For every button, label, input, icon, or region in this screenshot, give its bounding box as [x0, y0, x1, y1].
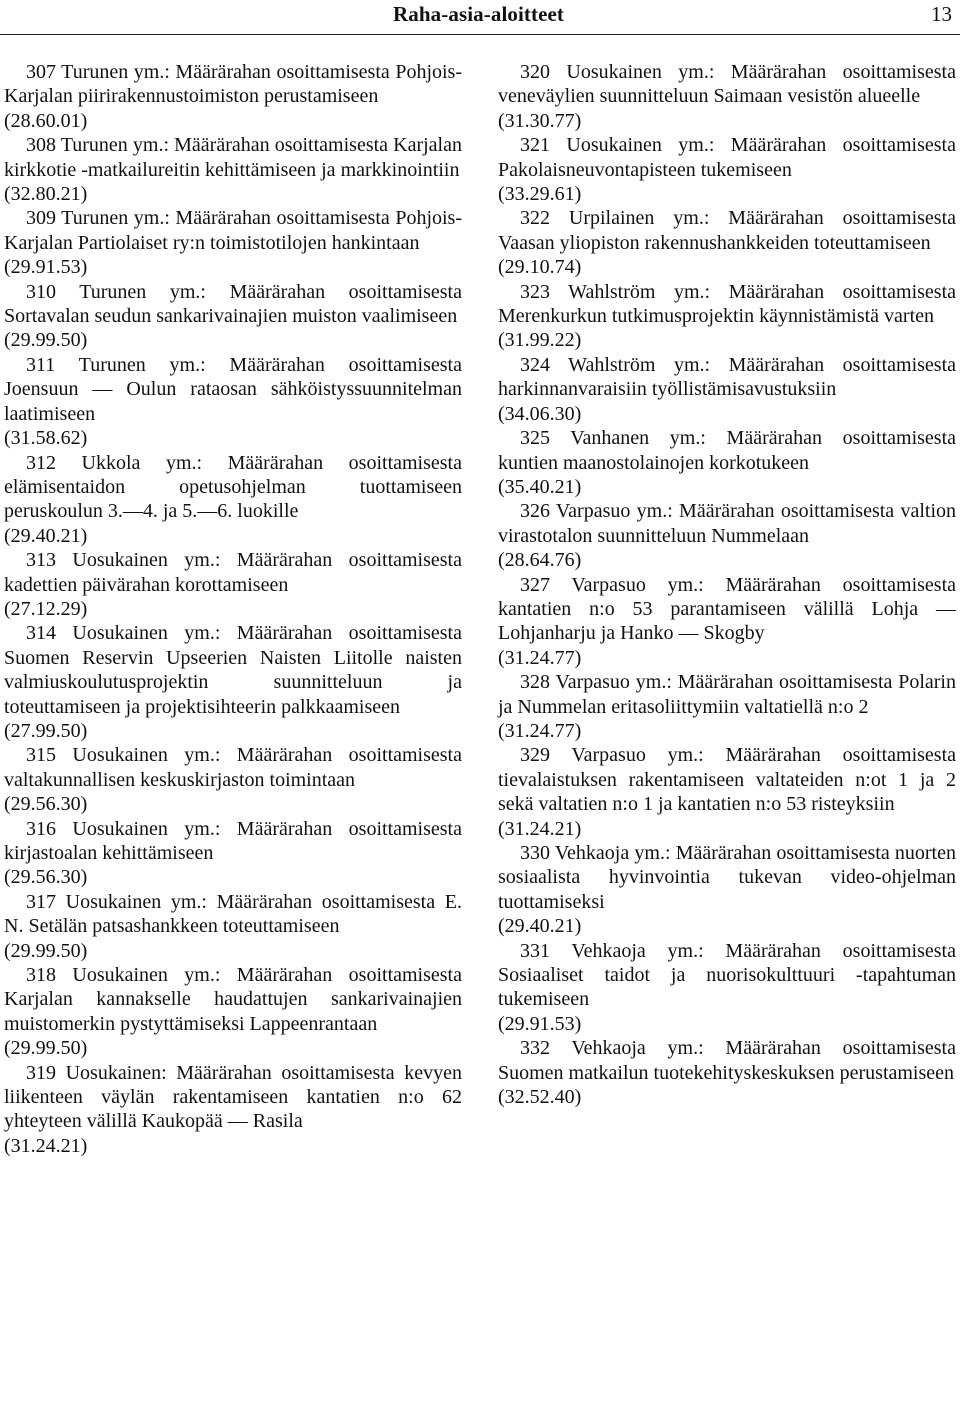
- initiative-entry: [4, 1061, 462, 1159]
- budget-code: (31.24.77): [498, 646, 582, 669]
- header-rule: [0, 34, 960, 35]
- budget-code: (31.24.21): [4, 1134, 88, 1157]
- initiative-text: 325 Vanhanen ym.: Määrärahan osoittamisesta kuntien maanostolainojen korkotukeen: [498, 427, 956, 474]
- budget-code: (31.58.62): [4, 427, 88, 450]
- running-title: Raha-asia-aloitteet: [393, 2, 565, 26]
- budget-code: (29.56.30): [4, 793, 88, 816]
- initiative-entry: [498, 743, 956, 841]
- initiative-entry: [4, 206, 462, 279]
- initiative-text: 319 Uosukainen: Määrärahan osoittamisesta kevyen liikenteen väylän rakentamiseen kantatien n:o 62 yhteyteen välillä Kaukopää — Rasila: [4, 1061, 462, 1133]
- initiative-entry: [498, 280, 956, 353]
- initiative-text: 317 Uosukainen ym.: Määrärahan osoittamisesta E. N. Setälän patsashankkeen toteuttamiseen: [4, 890, 462, 938]
- budget-code: (33.29.61): [498, 183, 582, 206]
- initiative-entry: [4, 133, 462, 206]
- budget-code: (29.99.50): [4, 329, 88, 352]
- initiative-text: 326 Varpasuo ym.: Määrärahan osoittamisesta valtion virastotalon suunnitteluun Nummelaan: [498, 500, 956, 547]
- initiative-entry: [498, 841, 956, 939]
- budget-code: (31.99.22): [498, 329, 582, 352]
- initiative-entry: [4, 890, 462, 963]
- initiative-text: 316 Uosukainen ym.: Määrärahan osoittamisesta kirjastoalan kehittämiseen: [4, 817, 462, 864]
- initiative-text: 307 Turunen ym.: Määrärahan osoittamisesta Pohjois-Karjalan piirirakennustoimiston perustamiseen: [4, 61, 462, 108]
- budget-code: (29.56.30): [4, 866, 88, 889]
- budget-code: (29.99.50): [4, 939, 88, 962]
- initiative-entry: [498, 60, 956, 133]
- initiative-text: 312 Ukkola ym.: Määrärahan osoittamisesta elämisentaidon opetusohjelman tuottamiseen peruskoulun 3.—4. ja 5.—6. luokille: [4, 451, 462, 523]
- initiative-text: 315 Uosukainen ym.: Määrärahan osoittamisesta valtakunnallisen keskuskirjaston toimintaan: [4, 744, 462, 791]
- budget-code: (29.40.21): [498, 915, 582, 938]
- initiative-entry: [4, 548, 462, 621]
- initiative-entry: [498, 939, 956, 1037]
- budget-code: (32.80.21): [4, 183, 88, 206]
- initiative-text: 311 Turunen ym.: Määrärahan osoittamisesta Joensuun — Oulun rataosan sähköistyssuunnitelman laatimiseen: [4, 353, 462, 425]
- page-header: [0, 0, 960, 36]
- right-column: [498, 60, 956, 1109]
- initiative-text: 318 Uosukainen ym.: Määrärahan osoittamisesta Karjalan kannakselle haudattujen sankarivainajien muistomerkin pystyttämiseksi Lappeenrantaan: [4, 964, 462, 1035]
- left-column: [4, 60, 462, 1158]
- initiative-entry: [498, 670, 956, 743]
- budget-code: (27.99.50): [4, 719, 88, 742]
- budget-code: (32.52.40): [498, 1086, 582, 1109]
- initiative-text: 327 Varpasuo ym.: Määrärahan osoittamisesta kantatien n:o 53 parantamiseen välillä Lohja — Lohjanharju ja Hanko — Skogby: [498, 573, 956, 645]
- budget-code: (29.91.53): [4, 256, 88, 279]
- page-number: 13: [931, 2, 952, 26]
- initiative-text: 329 Varpasuo ym.: Määrärahan osoittamisesta tievalaistuksen rakentamiseen valtateiden n:ot 1 ja 2 sekä valtatien n:o 1 ja kantatien n:o 53 risteyksiin: [498, 744, 956, 816]
- initiative-entry: [4, 451, 462, 549]
- initiative-text: 328 Varpasuo ym.: Määrärahan osoittamisesta Polarin ja Nummelan eritasoliittymiin valtatiellä n:o 2: [498, 671, 956, 718]
- budget-code: (31.24.21): [498, 817, 582, 840]
- initiative-text: 309 Turunen ym.: Määrärahan osoittamisesta Pohjois-Karjalan Partiolaiset ry:n toimistotilojen hankintaan: [4, 207, 462, 254]
- initiative-text: 314 Uosukainen ym.: Määrärahan osoittamisesta Suomen Reservin Upseerien Naisten Liitolle naisten valmiuskoulutusprojektin suunnitteluun ja toteuttamiseen ja projektisihteerin palkkaamiseen: [4, 622, 462, 718]
- initiative-entry: [4, 817, 462, 890]
- initiative-entry: [4, 743, 462, 816]
- initiative-text: 324 Wahlström ym.: Määrärahan osoittamisesta harkinnanvaraisiin työllistämisavustuksiin: [498, 353, 956, 401]
- initiative-text: 313 Uosukainen ym.: Määrärahan osoittamisesta kadettien päivärahan korottamiseen: [4, 549, 462, 596]
- initiative-text: 332 Vehkaoja ym.: Määrärahan osoittamisesta Suomen matkailun tuotekehityskeskuksen perustamiseen: [498, 1037, 956, 1084]
- initiative-text: 331 Vehkaoja ym.: Määrärahan osoittamisesta Sosiaaliset taidot ja nuorisokulttuuri -tapahtuman tukemiseen: [498, 939, 956, 1011]
- initiative-entry: [498, 353, 956, 426]
- initiative-entry: [498, 1036, 956, 1109]
- budget-code: (27.12.29): [4, 597, 88, 620]
- initiative-text: 310 Turunen ym.: Määrärahan osoittamisesta Sortavalan seudun sankarivainajien muiston vaalimiseen: [4, 280, 462, 328]
- budget-code: (29.40.21): [4, 524, 88, 547]
- initiative-entry: [498, 206, 956, 279]
- budget-code: (31.24.77): [498, 719, 582, 742]
- budget-code: (28.64.76): [498, 549, 582, 572]
- budget-code: (34.06.30): [498, 402, 582, 425]
- budget-code: (28.60.01): [4, 109, 88, 132]
- initiative-entry: [498, 499, 956, 572]
- budget-code: (35.40.21): [498, 475, 582, 498]
- initiative-text: 308 Turunen ym.: Määrärahan osoittamisesta Karjalan kirkkotie -matkailureitin kehittämiseen ja markkinointiin: [4, 134, 462, 181]
- initiative-text: 322 Urpilainen ym.: Määrärahan osoittamisesta Vaasan yliopiston rakennushankkeiden toteuttamiseen: [498, 207, 956, 254]
- budget-code: (29.10.74): [498, 256, 582, 279]
- initiative-entry: [498, 573, 956, 671]
- initiative-text: 320 Uosukainen ym.: Määrärahan osoittamisesta veneväylien suunnitteluun Saimaan vesistön alueelle: [498, 61, 956, 108]
- initiative-entry: [4, 60, 462, 133]
- budget-code: (31.30.77): [498, 109, 582, 132]
- initiative-text: 323 Wahlström ym.: Määrärahan osoittamisesta Merenkurkun tutkimusprojektin käynnistämistä varten: [498, 280, 956, 328]
- initiative-entry: [498, 426, 956, 499]
- initiative-text: 330 Vehkaoja ym.: Määrärahan osoittamisesta nuorten sosiaalista hyvinvointia tukevan video-ohjelman tuottamiseksi: [498, 842, 956, 913]
- initiative-text: 321 Uosukainen ym.: Määrärahan osoittamisesta Pakolaisneuvontapisteen tukemiseen: [498, 134, 956, 181]
- initiative-entry: [4, 280, 462, 353]
- initiative-entry: [4, 963, 462, 1061]
- budget-code: (29.91.53): [498, 1012, 582, 1035]
- initiative-entry: [4, 353, 462, 451]
- initiative-entry: [4, 621, 462, 743]
- initiative-entry: [498, 133, 956, 206]
- budget-code: (29.99.50): [4, 1037, 88, 1060]
